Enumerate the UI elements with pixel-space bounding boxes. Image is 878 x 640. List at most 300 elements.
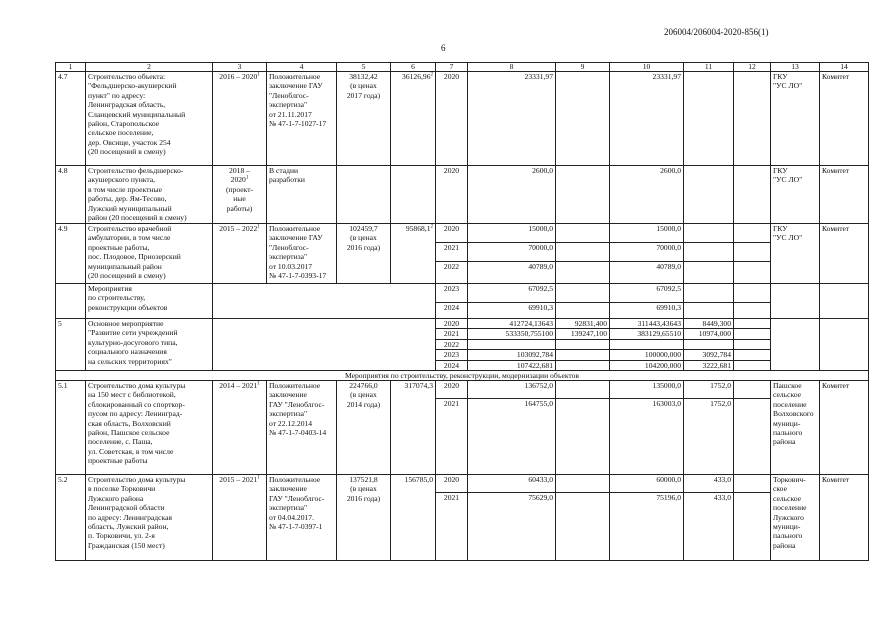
cell-line: разработки bbox=[269, 175, 305, 185]
federal-cell bbox=[556, 360, 610, 370]
year-cell bbox=[436, 72, 468, 166]
cell-line: (в ценах bbox=[350, 233, 377, 243]
year-text: 2024 bbox=[443, 303, 460, 312]
period-line bbox=[215, 72, 264, 81]
value-text: 10974,000 bbox=[698, 329, 731, 339]
regional-cell bbox=[610, 381, 684, 399]
cell-line: п. Торковичи, ул. 2-я bbox=[88, 531, 155, 541]
cell-line: (в ценах bbox=[350, 81, 377, 91]
value-text: 433,0 bbox=[713, 493, 731, 503]
cell-line: экспертиза" bbox=[269, 252, 308, 262]
total-cell bbox=[468, 350, 556, 360]
local-cell bbox=[684, 399, 734, 475]
total-cell bbox=[468, 284, 556, 303]
period-text: 2018 – bbox=[229, 166, 250, 175]
cell-line: Положительное bbox=[269, 381, 321, 391]
federal-cell bbox=[556, 475, 610, 493]
federal-cell bbox=[556, 381, 610, 399]
value-text: 1752,0 bbox=[710, 399, 731, 409]
section-title: Мероприятия по строительству, реконструкции, модернизации объектов bbox=[344, 371, 580, 381]
item-number-cell bbox=[56, 166, 86, 224]
total-cell bbox=[468, 303, 556, 319]
year-cell bbox=[436, 319, 468, 329]
footnote-mark: 2 bbox=[430, 72, 433, 78]
customer-text: Комитет bbox=[822, 475, 850, 485]
year-text: 2021 bbox=[443, 243, 460, 252]
customer-cell bbox=[820, 284, 869, 319]
total-cell bbox=[468, 475, 556, 493]
cell-line: 224766,0 bbox=[349, 381, 378, 391]
cell-line: амбулатории, в том числе bbox=[88, 233, 171, 243]
item-number: 4.8 bbox=[58, 166, 68, 175]
year-cell bbox=[436, 303, 468, 319]
regional-cell bbox=[610, 360, 684, 370]
year-text: 2023 bbox=[443, 350, 460, 360]
customer-cell bbox=[820, 166, 869, 224]
period-text: (проект- bbox=[225, 184, 254, 194]
cell-line: 2014 года) bbox=[346, 399, 381, 409]
value-text: 15000,0 bbox=[528, 224, 553, 233]
item-name-cell bbox=[86, 284, 213, 319]
year-cell bbox=[436, 262, 468, 284]
col-header: 8 bbox=[468, 63, 556, 72]
col-header: 2 bbox=[86, 63, 213, 72]
executor-cell bbox=[771, 166, 820, 224]
period-cell bbox=[213, 475, 267, 561]
cell-line: 2017 года) bbox=[346, 90, 381, 100]
footnote-mark: 1 bbox=[257, 475, 260, 481]
year-text: 2020 bbox=[443, 319, 460, 328]
expertise-cell bbox=[267, 224, 337, 284]
total-cell bbox=[468, 262, 556, 284]
local-cell bbox=[684, 329, 734, 339]
period-text: работы) bbox=[226, 203, 253, 213]
period-text: ные bbox=[233, 194, 246, 204]
cell-line: пусом по адресу: Ленинград- bbox=[88, 409, 183, 419]
period-text: 2014 – 2021 bbox=[219, 381, 258, 391]
value-text: 60000,0 bbox=[656, 475, 681, 485]
customer-cell bbox=[820, 475, 869, 561]
empty-cell bbox=[213, 284, 436, 319]
value-text: 60433,0 bbox=[528, 475, 553, 485]
expertise-cell bbox=[267, 475, 337, 561]
cost-cell bbox=[337, 166, 391, 224]
value-text: 70000,0 bbox=[656, 243, 681, 252]
value-text: 533350,755100 bbox=[505, 329, 553, 339]
federal-cell bbox=[556, 166, 610, 224]
cell-line: Положительное bbox=[269, 72, 321, 81]
cell-line: экспертиза" bbox=[269, 100, 308, 110]
cell-line: пункт" по адресу: bbox=[88, 90, 146, 100]
item-number-cell bbox=[56, 224, 86, 284]
value-text: 40789,0 bbox=[656, 262, 681, 271]
cell-line: (20 посещений в смену) bbox=[88, 271, 166, 281]
cell-line: № 47-1-7-0403-14 bbox=[269, 428, 327, 438]
col-header: 10 bbox=[610, 63, 684, 72]
local-cell bbox=[684, 284, 734, 303]
footnote-mark: 2 bbox=[430, 224, 433, 230]
value-text: 317074,3 bbox=[404, 381, 433, 391]
other-cell bbox=[734, 475, 771, 493]
item-number: 5.1 bbox=[58, 381, 68, 391]
cell-line: Лужского bbox=[773, 512, 804, 522]
cell-line: Строительство дома культуры bbox=[88, 475, 186, 485]
page-number: 6 bbox=[441, 43, 446, 53]
col-header: 9 bbox=[556, 63, 610, 72]
cell-line: "Фельдшерско-акушерский bbox=[88, 81, 177, 91]
cell-line: Ленинградская область, bbox=[88, 100, 166, 110]
value-text: 23331,97 bbox=[524, 72, 553, 81]
year-cell bbox=[436, 475, 468, 493]
cell-line: ское bbox=[773, 484, 787, 494]
other-cell bbox=[734, 381, 771, 399]
year-text: 2020 bbox=[443, 72, 460, 81]
cell-line: ГКУ bbox=[773, 166, 788, 175]
item-name-cell bbox=[86, 72, 213, 166]
other-cell bbox=[734, 360, 771, 370]
local-cell bbox=[684, 493, 734, 561]
document-id: 206004/206004-2020-856(1) bbox=[664, 27, 769, 37]
value-text: 100000,000 bbox=[644, 350, 681, 360]
local-cell bbox=[684, 72, 734, 166]
table-row bbox=[56, 166, 869, 224]
cell-line: "Леноблгос- bbox=[269, 242, 309, 252]
cell-line: от 10.03.2017 bbox=[269, 261, 313, 271]
regional-cell bbox=[610, 493, 684, 561]
remaining-cost-cell bbox=[391, 166, 436, 224]
year-cell bbox=[436, 339, 468, 349]
executor-cell bbox=[771, 284, 820, 319]
value-text: 2600,0 bbox=[532, 166, 553, 175]
cell-line: акушерского пункта, bbox=[88, 175, 156, 185]
total-cell bbox=[468, 319, 556, 329]
year-cell bbox=[436, 166, 468, 224]
total-cell bbox=[468, 381, 556, 399]
cell-line: Основное мероприятие bbox=[88, 319, 164, 328]
other-cell bbox=[734, 339, 771, 349]
item-name-cell bbox=[86, 319, 213, 371]
cell-line: пос. Плодовое, Приозерский bbox=[88, 252, 181, 262]
total-cell bbox=[468, 224, 556, 243]
value-text: 103092,784 bbox=[516, 350, 553, 360]
federal-cell bbox=[556, 329, 610, 339]
section-title-cell bbox=[56, 371, 869, 381]
year-text: 2020 bbox=[443, 166, 460, 175]
other-cell bbox=[734, 493, 771, 561]
table-row bbox=[56, 381, 869, 399]
regional-cell bbox=[610, 262, 684, 284]
cell-line: культурно-досугового типа, bbox=[88, 337, 178, 347]
cost-cell bbox=[337, 381, 391, 475]
customer-cell bbox=[820, 224, 869, 284]
customer-cell bbox=[820, 381, 869, 475]
year-cell bbox=[436, 399, 468, 475]
cell-line: заключение ГАУ bbox=[269, 81, 323, 91]
item-number-cell bbox=[56, 319, 86, 371]
value-text: 104200,000 bbox=[644, 360, 681, 370]
federal-cell bbox=[556, 262, 610, 284]
cell-line: заключение bbox=[269, 390, 307, 400]
year-cell bbox=[436, 381, 468, 399]
year-cell bbox=[436, 360, 468, 370]
cell-line: 38132,42 bbox=[349, 72, 378, 81]
other-cell bbox=[734, 399, 771, 475]
value-text: 412724,13643 bbox=[509, 319, 553, 328]
cell-line: заключение ГАУ bbox=[269, 233, 323, 243]
value-text: 15000,0 bbox=[656, 224, 681, 233]
cell-line: 2016 года) bbox=[346, 242, 381, 252]
cell-line: социального назначения bbox=[88, 347, 167, 357]
item-name-cell bbox=[86, 381, 213, 475]
cell-line: Строительство врачебной bbox=[88, 224, 172, 233]
value-text: 135000,0 bbox=[652, 381, 681, 391]
other-cell bbox=[734, 243, 771, 262]
period-line bbox=[215, 185, 264, 194]
col-header: 5 bbox=[337, 63, 391, 72]
value-text: 75629,0 bbox=[528, 493, 553, 503]
cell-line: от 22.12.2014 bbox=[269, 418, 313, 428]
col-header: 14 bbox=[820, 63, 869, 72]
other-cell bbox=[734, 319, 771, 329]
other-cell bbox=[734, 284, 771, 303]
cell-line: ГКУ bbox=[773, 224, 788, 233]
value-text: 163003,0 bbox=[652, 399, 681, 409]
cell-line: по строительству, bbox=[88, 293, 146, 303]
table-row bbox=[56, 475, 869, 493]
regional-cell bbox=[610, 166, 684, 224]
table-row bbox=[56, 319, 869, 329]
column-header-row bbox=[56, 63, 869, 72]
period-line bbox=[215, 224, 264, 233]
regional-cell bbox=[610, 475, 684, 493]
other-cell bbox=[734, 303, 771, 319]
cell-line: муниципальный район bbox=[88, 261, 162, 271]
local-cell bbox=[684, 475, 734, 493]
regional-cell bbox=[610, 303, 684, 319]
cell-line: экспертиза" bbox=[269, 503, 308, 513]
cell-line: поселение, с. Паша, bbox=[88, 437, 153, 447]
expertise-cell bbox=[267, 166, 337, 224]
value-text: 8449,300 bbox=[702, 319, 731, 328]
item-number: 4.9 bbox=[58, 224, 68, 233]
regional-cell bbox=[610, 329, 684, 339]
customer-cell bbox=[820, 319, 869, 371]
value-text: 1752,0 bbox=[710, 381, 731, 391]
regional-cell bbox=[610, 319, 684, 329]
cell-line: проектные работы, bbox=[88, 242, 150, 252]
cell-line: ГАУ "Леноблгос- bbox=[269, 493, 325, 503]
item-name-cell bbox=[86, 224, 213, 284]
cell-line: на сельских территориях" bbox=[88, 356, 172, 366]
cell-line: сблокированный со спорткор- bbox=[88, 399, 185, 409]
federal-cell bbox=[556, 493, 610, 561]
cell-line: муници- bbox=[773, 418, 801, 428]
cell-line: от 04.04.2017. bbox=[269, 512, 314, 522]
regional-cell bbox=[610, 399, 684, 475]
cell-line: поселение bbox=[773, 399, 807, 409]
other-cell bbox=[734, 72, 771, 166]
cell-line: пального bbox=[773, 531, 803, 541]
cell-line: экспертиза" bbox=[269, 409, 308, 419]
other-cell bbox=[734, 224, 771, 243]
local-cell bbox=[684, 243, 734, 262]
cell-line: № 47-1-7-0393-17 bbox=[269, 271, 327, 281]
col-header: 6 bbox=[391, 63, 436, 72]
value-text: 92831,400 bbox=[574, 319, 607, 328]
cell-line: заключение bbox=[269, 484, 307, 494]
cell-line: "Леноблгос- bbox=[269, 90, 309, 100]
year-text: 2021 bbox=[443, 329, 460, 339]
cell-line: реконструкции объектов bbox=[88, 302, 168, 312]
cell-line: (в ценах bbox=[350, 390, 377, 400]
period-line bbox=[215, 166, 264, 175]
year-text: 2021 bbox=[443, 399, 460, 409]
col-header: 12 bbox=[734, 63, 771, 72]
cell-line: Волховского bbox=[773, 409, 814, 419]
executor-cell bbox=[771, 475, 820, 561]
program-table bbox=[55, 62, 869, 561]
cell-line: Лужский муниципальный bbox=[88, 203, 172, 213]
total-cell bbox=[468, 360, 556, 370]
cell-line: ская область, Волховский bbox=[88, 418, 171, 428]
cell-line: ГКУ bbox=[773, 72, 788, 81]
year-cell bbox=[436, 243, 468, 262]
value-text: 3222,681 bbox=[702, 360, 731, 370]
cell-line: ул. Советская, в том числе bbox=[88, 446, 174, 456]
period-line bbox=[215, 475, 264, 484]
cell-line: Строительство дома культуры bbox=[88, 381, 186, 391]
value-text: 3092,784 bbox=[702, 350, 731, 360]
federal-cell bbox=[556, 284, 610, 303]
cell-line: 2016 года) bbox=[346, 493, 381, 503]
value-text: 383129,65510 bbox=[637, 329, 681, 339]
cell-line: область, Лужский район, bbox=[88, 522, 169, 532]
total-cell bbox=[468, 329, 556, 339]
period-text: 2020 bbox=[230, 175, 246, 185]
regional-cell bbox=[610, 243, 684, 262]
cell-line: № 47-1-7-1027-17 bbox=[269, 119, 327, 129]
year-text: 2020 bbox=[443, 381, 460, 391]
cell-line: пального bbox=[773, 428, 803, 438]
other-cell bbox=[734, 166, 771, 224]
cell-line: Сланцевский муниципальный bbox=[88, 109, 186, 119]
period-line bbox=[215, 381, 264, 390]
cell-line: сельское bbox=[773, 493, 802, 503]
regional-cell bbox=[610, 72, 684, 166]
local-cell bbox=[684, 224, 734, 243]
cell-line: Ленинградской области bbox=[88, 503, 165, 513]
table-row bbox=[56, 224, 869, 243]
year-text: 2022 bbox=[443, 339, 460, 349]
other-cell bbox=[734, 350, 771, 360]
federal-cell bbox=[556, 339, 610, 349]
cell-line: "УС ЛО" bbox=[773, 175, 803, 185]
regional-cell bbox=[610, 339, 684, 349]
year-text: 2024 bbox=[443, 360, 460, 370]
value-text: 107422,681 bbox=[516, 360, 553, 370]
remaining-cost-cell bbox=[391, 72, 436, 166]
cell-line: Строительство фельдшерско- bbox=[88, 166, 184, 175]
customer-text: Комитет bbox=[822, 166, 850, 175]
value-text: 69910,3 bbox=[656, 303, 681, 312]
period-cell bbox=[213, 224, 267, 284]
federal-cell bbox=[556, 224, 610, 243]
remaining-cost-cell bbox=[391, 381, 436, 475]
value-text: 2600,0 bbox=[660, 166, 681, 175]
cell-line: Гражданская (150 мест) bbox=[88, 540, 165, 550]
value-text: 40789,0 bbox=[528, 262, 553, 271]
cell-line: дер. Овсище, участок 254 bbox=[88, 137, 171, 147]
year-cell bbox=[436, 284, 468, 303]
regional-cell bbox=[610, 224, 684, 243]
value-text: 136752,0 bbox=[524, 381, 553, 391]
cell-line: Строительство объекта: bbox=[88, 72, 166, 81]
footnote-mark: 1 bbox=[257, 224, 260, 230]
cell-line: проектные работы bbox=[88, 456, 148, 466]
empty-cell bbox=[213, 319, 436, 371]
item-number: 5 bbox=[58, 319, 62, 328]
period-cell bbox=[213, 381, 267, 475]
footnote-mark: 1 bbox=[245, 175, 249, 181]
cell-line: район, Старопольское bbox=[88, 119, 160, 129]
cell-line: района bbox=[773, 437, 796, 447]
cost-cell bbox=[337, 224, 391, 284]
footnote-mark: 1 bbox=[257, 72, 260, 78]
year-text: 2022 bbox=[443, 262, 460, 271]
total-cell bbox=[468, 399, 556, 475]
federal-cell bbox=[556, 303, 610, 319]
total-cell bbox=[468, 339, 556, 349]
other-cell bbox=[734, 262, 771, 284]
item-number: 5.2 bbox=[58, 475, 68, 485]
value-text: 69910,3 bbox=[528, 303, 553, 312]
cell-line: от 21.11.2017 bbox=[269, 109, 312, 119]
col-header: 4 bbox=[267, 63, 337, 72]
customer-text: Комитет bbox=[822, 72, 850, 81]
item-name-cell bbox=[86, 166, 213, 224]
item-number-cell bbox=[56, 475, 86, 561]
period-line bbox=[215, 175, 264, 184]
period-text: 2015 – 2022 bbox=[219, 224, 258, 233]
cell-line: 102459,7 bbox=[349, 224, 378, 233]
cell-line: Торкович- bbox=[773, 475, 806, 485]
federal-cell bbox=[556, 243, 610, 262]
total-cell bbox=[468, 243, 556, 262]
item-name-cell bbox=[86, 475, 213, 561]
cell-line: район, Пашское сельское bbox=[88, 428, 170, 438]
customer-cell bbox=[820, 72, 869, 166]
remaining-cost-cell bbox=[391, 224, 436, 284]
item-number-cell bbox=[56, 284, 86, 319]
expertise-cell bbox=[267, 381, 337, 475]
other-cell bbox=[734, 329, 771, 339]
cell-line: (в ценах bbox=[350, 484, 377, 494]
col-header: 13 bbox=[771, 63, 820, 72]
total-cell bbox=[468, 166, 556, 224]
cost-cell bbox=[337, 475, 391, 561]
year-cell bbox=[436, 224, 468, 243]
value-text: 67092,5 bbox=[656, 284, 681, 293]
local-cell bbox=[684, 166, 734, 224]
value-text: 36126,96 bbox=[402, 72, 431, 81]
local-cell bbox=[684, 360, 734, 370]
customer-text: Комитет bbox=[822, 224, 850, 233]
year-text: 2023 bbox=[443, 284, 460, 293]
executor-cell bbox=[771, 381, 820, 475]
section-title-row bbox=[56, 371, 869, 381]
customer-text: Комитет bbox=[822, 381, 850, 391]
executor-cell bbox=[771, 72, 820, 166]
